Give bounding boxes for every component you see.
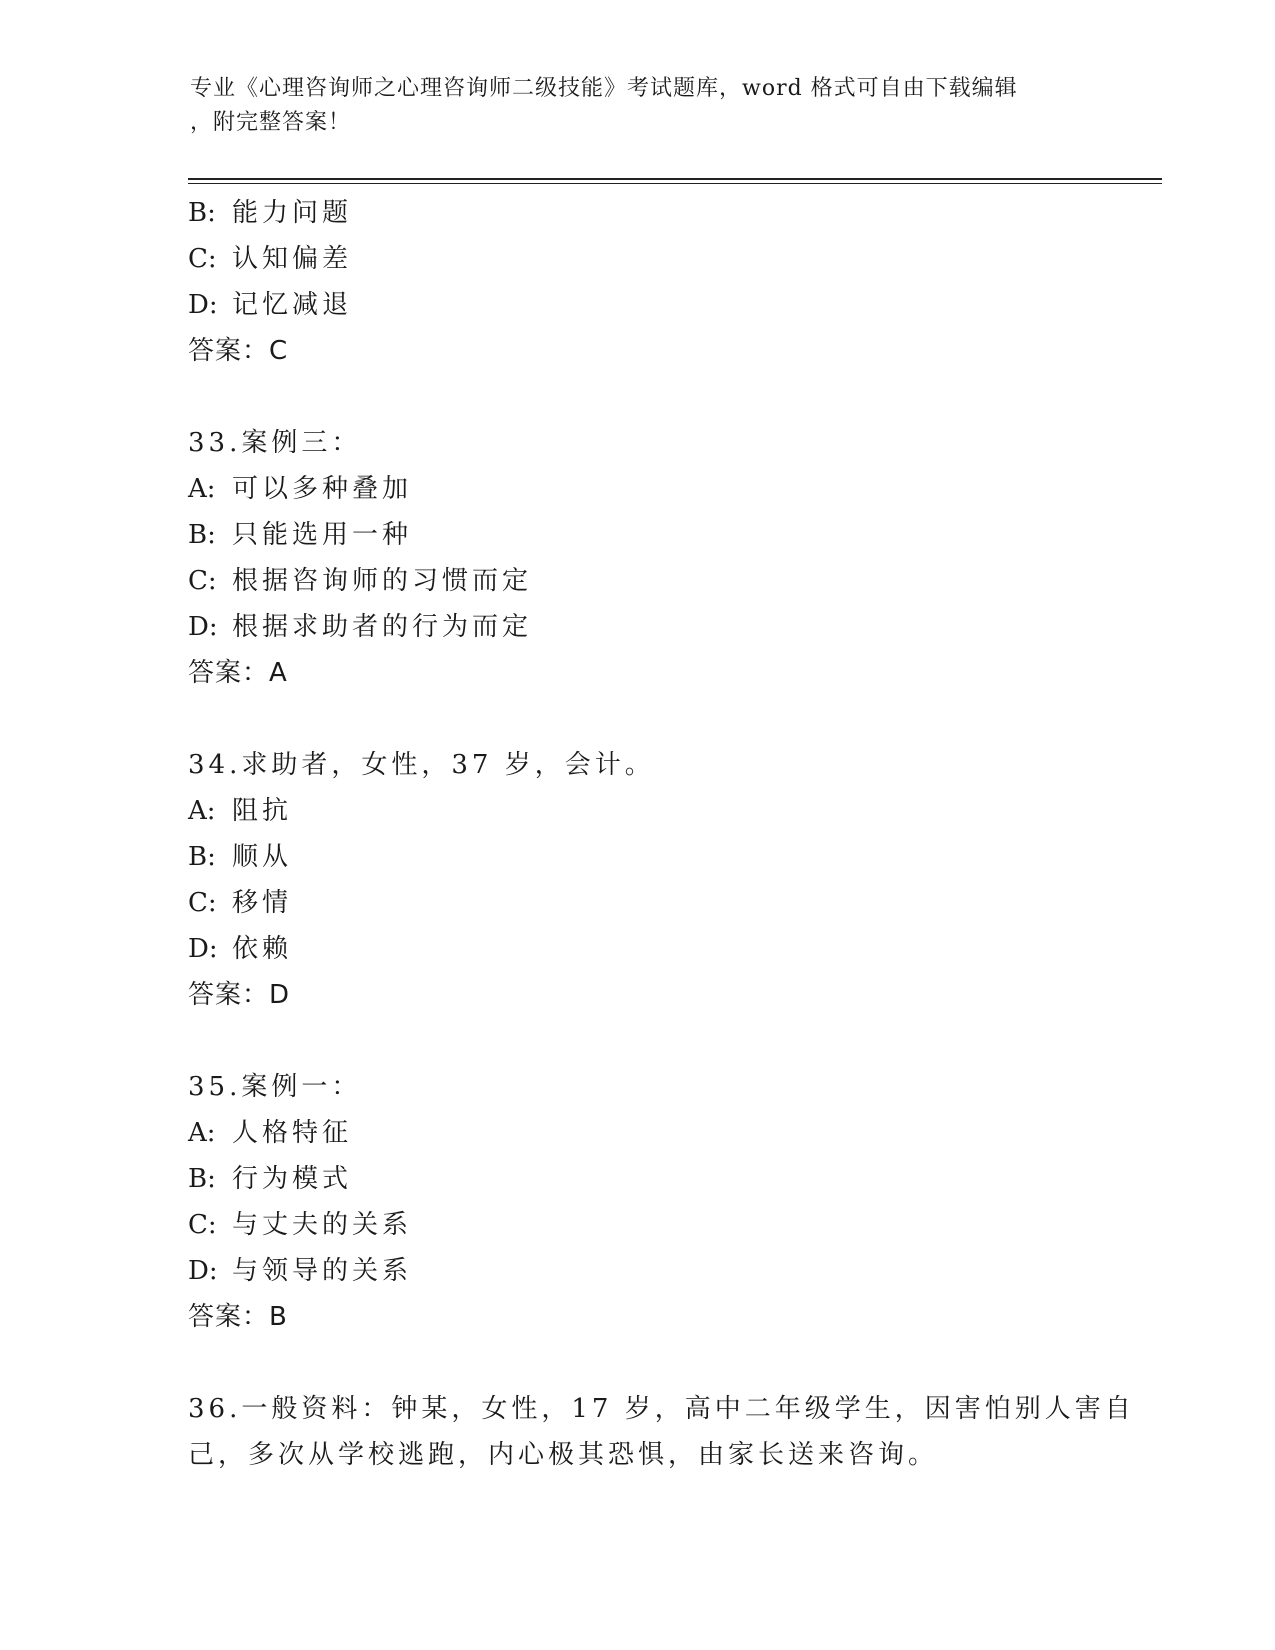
header-divider-thin [188,183,1162,184]
question-stem: 33.案例三： [188,428,362,458]
answer-line: 答案：D [188,980,291,1010]
spacer [188,1018,1118,1064]
option-label: B: [188,198,216,228]
option-text: 能力问题 [232,198,353,228]
header-title-line1: 专业《心理咨询师之心理咨询师二级技能》考试题库，word 格式可自由下载编辑 [190,76,1018,101]
option-text: 行为模式 [232,1164,353,1194]
option-a [188,788,1118,834]
option-text: 可以多种叠加 [232,474,413,504]
answer-line: 答案：C [188,336,289,366]
option-label: B: [188,520,216,550]
option-text: 阻抗 [232,796,293,826]
option-label: C: [188,1210,217,1240]
answer-line: 答案：B [188,1302,288,1332]
answer-line: 答案：A [188,658,288,688]
option-text: 人格特征 [232,1118,353,1148]
option-text: 顺从 [232,842,293,872]
header-divider [188,178,1162,180]
option-d [188,604,1118,650]
option-d [188,1248,1118,1294]
option-b [188,834,1118,880]
spacer [188,374,1118,420]
option-text: 依赖 [232,934,293,964]
option-label: B: [188,1164,216,1194]
option-b [188,1156,1118,1202]
option-text: 只能选用一种 [232,520,413,550]
option-label: D: [188,1256,218,1286]
question-stem: 34.求助者，女性，37 岁，会计。 [188,750,655,780]
option-label: C: [188,888,217,918]
option-label: D: [188,934,218,964]
option-label: C: [188,244,217,274]
option-a [188,1110,1118,1156]
option-c [188,880,1118,926]
option-text: 与丈夫的关系 [232,1210,413,1240]
option-text: 移情 [232,888,293,918]
document-header [190,72,1090,140]
question-stem-line2: 己，多次从学校逃跑，内心极其恐惧，由家长送来咨询。 [188,1440,939,1470]
option-d [188,926,1118,972]
option-b [188,512,1118,558]
option-c [188,236,1118,282]
option-text: 记忆减退 [232,290,353,320]
option-text: 与领导的关系 [232,1256,413,1286]
option-label: C: [188,566,217,596]
question-stem: 35.案例一： [188,1072,362,1102]
option-text: 根据咨询师的习惯而定 [232,566,533,596]
option-c [188,558,1118,604]
spacer [188,1340,1118,1386]
option-c [188,1202,1118,1248]
option-a [188,466,1118,512]
option-label: A: [188,474,216,504]
option-d [188,282,1118,328]
option-label: A: [188,1118,216,1148]
question-list [188,190,1135,1478]
option-label: A: [188,796,216,826]
question-stem-line1: 36.一般资料：钟某，女性，17 岁，高中二年级学生，因害怕别人害自 [188,1394,1135,1424]
spacer [188,696,1118,742]
option-label: D: [188,612,218,642]
option-b [188,190,1118,236]
header-title-line2: ，附完整答案！ [190,110,352,135]
option-text: 认知偏差 [232,244,353,274]
option-label: D: [188,290,218,320]
option-label: B: [188,842,216,872]
option-text: 根据求助者的行为而定 [232,612,533,642]
